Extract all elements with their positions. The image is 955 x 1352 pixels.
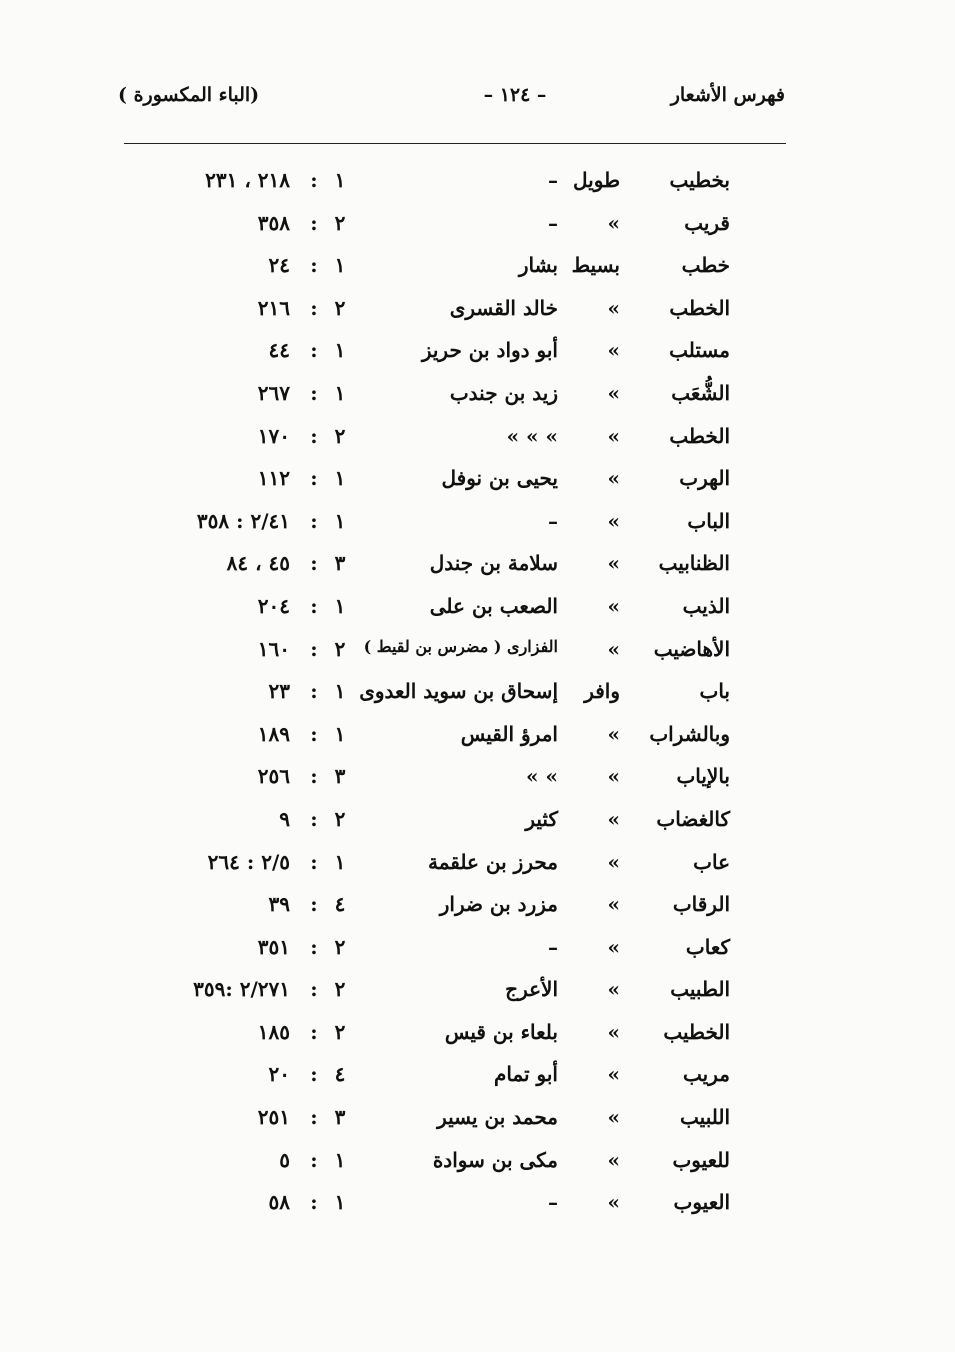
page-references: ٢٥١ (257, 1105, 290, 1130)
index-row (0, 330, 955, 373)
poet-name: يحيى بن نوفل (441, 466, 558, 491)
index-row (0, 203, 955, 246)
volume-number: ٣ (334, 1105, 346, 1130)
page-references: ٩ (279, 806, 290, 831)
index-row (0, 1182, 955, 1225)
page-references: ٢٥٦ (257, 764, 290, 789)
index-row (0, 799, 955, 842)
separator: : (310, 721, 318, 746)
index-row (0, 1140, 955, 1183)
poet-name: سلامة بن جندل (429, 551, 558, 576)
volume-number: ١ (334, 168, 346, 192)
poet-name: محرز بن علقمة (428, 849, 558, 874)
separator: : (310, 466, 318, 491)
index-row (0, 1097, 955, 1140)
volume-number: ٢ (334, 977, 346, 1002)
meter: » (607, 210, 620, 235)
meter: » (607, 1147, 620, 1172)
rhyme-word: الهرب (679, 466, 730, 491)
index-row (0, 373, 955, 416)
separator: : (310, 168, 318, 192)
page-references: ١٨٩ (257, 721, 290, 746)
rhyme-word: للعيوب (672, 1147, 730, 1172)
separator: : (310, 295, 318, 320)
index-row (0, 884, 955, 927)
rhyme-word: كالغضاب (656, 806, 730, 831)
poetry-index-list (0, 160, 955, 1225)
poet-name: أبو دواد بن حريز (421, 338, 558, 363)
rhyme-word: وبالشراب (649, 721, 730, 746)
index-row (0, 458, 955, 501)
rhyme-word: عاب (693, 849, 730, 874)
volume-number: ١ (334, 593, 346, 618)
poet-name: مكى بن سوادة (432, 1147, 558, 1172)
separator: : (310, 1019, 318, 1044)
volume-number: ٢ (334, 806, 346, 831)
poet-name: امرؤ القيس (460, 721, 558, 746)
volume-number: ١ (334, 679, 346, 704)
page-references: ٣٩ (268, 892, 290, 917)
page-references: ٢/٢٧١ :٣٥٩ (193, 977, 290, 1002)
rhyme-word: الرقاب (672, 892, 730, 917)
separator: : (310, 508, 318, 533)
index-row (0, 288, 955, 331)
volume-number: ١ (334, 1147, 346, 1172)
rhyme-word: العيوب (673, 1190, 730, 1215)
meter: » (607, 764, 620, 789)
index-row (0, 927, 955, 970)
separator: : (310, 679, 318, 704)
volume-number: ١ (334, 849, 346, 874)
index-row (0, 160, 955, 203)
index-row (0, 629, 955, 672)
separator: : (310, 806, 318, 831)
page-references: ٢٦٧ (257, 380, 290, 405)
poet-name: – (548, 508, 558, 533)
page-references: ١١٢ (257, 466, 290, 491)
meter: وافر (584, 679, 620, 704)
separator: : (310, 380, 318, 405)
volume-number: ١ (334, 721, 346, 746)
poet-name: محمد بن يسير (437, 1105, 558, 1130)
volume-number: ٢ (334, 295, 346, 320)
separator: : (310, 849, 318, 874)
rhyme-word: الباب (687, 508, 730, 533)
page-references: ٢٤ (268, 253, 290, 278)
meter: » (607, 423, 620, 448)
separator: : (310, 892, 318, 917)
index-row (0, 416, 955, 459)
meter: » (607, 849, 620, 874)
index-row (0, 586, 955, 629)
rhyme-word: الخطب (669, 295, 730, 320)
volume-number: ١ (334, 338, 346, 363)
poet-name: الصعب بن على (429, 593, 558, 618)
poet-name: – (548, 168, 558, 192)
page-references: ٤٥ ، ٨٤ (226, 551, 290, 576)
page-references: ٢١٨ ، ٢٣١ (205, 168, 290, 192)
index-row (0, 245, 955, 288)
rhyme-word: الطبيب (670, 977, 730, 1002)
poet-name: بشار (518, 253, 558, 278)
meter: » (607, 892, 620, 917)
poet-name: أبو تمام (493, 1062, 558, 1087)
page-references: ٥٨ (268, 1190, 290, 1215)
meter: بسيط (571, 253, 620, 278)
page-references: ٢٣ (268, 679, 290, 704)
page-references: ١٦٠ (257, 636, 290, 661)
index-row (0, 842, 955, 885)
page-references: ٢٠ (268, 1062, 290, 1087)
meter: » (607, 721, 620, 746)
meter: » (607, 977, 620, 1002)
volume-number: ٢ (334, 934, 346, 959)
poet-name: خالد القسرى (449, 295, 558, 320)
rhyme-word: مستلب (669, 338, 730, 363)
separator: : (310, 1105, 318, 1130)
separator: : (310, 934, 318, 959)
rhyme-word: الشُّعَب (671, 380, 730, 405)
separator: : (310, 253, 318, 278)
page-references: ٢١٦ (257, 295, 290, 320)
volume-number: ٢ (334, 636, 346, 661)
rhyme-word: قريب (684, 210, 730, 235)
page-references: ١٨٥ (257, 1019, 290, 1044)
poet-name: » » » (506, 423, 558, 448)
separator: : (310, 1190, 318, 1215)
separator: : (310, 338, 318, 363)
rhyme-word: اللبيب (680, 1105, 730, 1130)
index-row (0, 543, 955, 586)
separator: : (310, 593, 318, 618)
rhyme-word: مريب (683, 1062, 730, 1087)
meter: » (607, 295, 620, 320)
separator: : (310, 977, 318, 1002)
rhyme-word: بالإياب (676, 764, 730, 789)
header-rule (124, 143, 786, 144)
rhyme-word: باب (699, 679, 730, 704)
poet-name: الفزارى ( مضرس بن لقيط ) (363, 636, 558, 656)
separator: : (310, 636, 318, 661)
index-row (0, 501, 955, 544)
volume-number: ٤ (334, 892, 346, 917)
separator: : (310, 1062, 318, 1087)
poet-name: مزرد بن ضرار (439, 892, 558, 917)
running-title: فهرس الأشعار (670, 84, 785, 106)
volume-number: ١ (334, 380, 346, 405)
separator: : (310, 1147, 318, 1172)
poet-name: الأعرج (505, 977, 558, 1002)
meter: » (607, 1062, 620, 1087)
page-number: – ١٢٤ – (483, 84, 547, 106)
meter: » (607, 1105, 620, 1130)
page-references: ٥ (279, 1147, 290, 1172)
meter: » (607, 338, 620, 363)
index-row (0, 714, 955, 757)
page-references: ١٧٠ (257, 423, 290, 448)
poet-name: بلعاء بن قيس (444, 1019, 558, 1044)
rhyme-word: الخطيب (663, 1019, 730, 1044)
volume-number: ١ (334, 1190, 346, 1215)
volume-number: ٢ (334, 1019, 346, 1044)
page-references: ٣٥١ (257, 934, 290, 959)
poet-name: – (548, 1190, 558, 1215)
poet-name: إسحاق بن سويد العدوى (359, 679, 558, 704)
volume-number: ٣ (334, 551, 346, 576)
meter: طويل (573, 168, 620, 192)
volume-number: ١ (334, 466, 346, 491)
rhyme-word: خطب (681, 253, 730, 278)
meter: » (607, 806, 620, 831)
section-title: (الباء المكسورة ) (118, 84, 260, 106)
index-row (0, 969, 955, 1012)
rhyme-word: الذيب (682, 593, 730, 618)
index-row (0, 1012, 955, 1055)
separator: : (310, 551, 318, 576)
page-references: ٤٤ (268, 338, 290, 363)
meter: » (607, 1190, 620, 1215)
page-references: ٢٠٤ (257, 593, 290, 618)
index-row (0, 1054, 955, 1097)
rhyme-word: الخطب (669, 423, 730, 448)
separator: : (310, 210, 318, 235)
volume-number: ٤ (334, 1062, 346, 1087)
volume-number: ١ (334, 253, 346, 278)
poet-name: – (548, 210, 558, 235)
meter: » (607, 934, 620, 959)
poet-name: » » (526, 764, 558, 789)
index-row (0, 671, 955, 714)
rhyme-word: كعاب (685, 934, 730, 959)
meter: » (607, 1019, 620, 1044)
meter: » (607, 508, 620, 533)
meter: » (607, 380, 620, 405)
rhyme-word: الأهاضيب (653, 636, 730, 661)
volume-number: ٢ (334, 423, 346, 448)
meter: » (607, 636, 620, 661)
meter: » (607, 466, 620, 491)
poet-name: كثير (525, 806, 558, 831)
meter: » (607, 551, 620, 576)
rhyme-word: بخطيب (669, 168, 730, 192)
index-row (0, 756, 955, 799)
page-references: ٢/٥ : ٢٦٤ (207, 849, 290, 874)
rhyme-word: الظنابيب (658, 551, 730, 576)
separator: : (310, 764, 318, 789)
page-references: ٣٥٨ (257, 210, 290, 235)
poet-name: زيد بن جندب (449, 380, 558, 405)
volume-number: ٢ (334, 210, 346, 235)
page-references: ٢/٤١ : ٣٥٨ (196, 508, 290, 533)
volume-number: ١ (334, 508, 346, 533)
poet-name: – (548, 934, 558, 959)
separator: : (310, 423, 318, 448)
volume-number: ٣ (334, 764, 346, 789)
meter: » (607, 593, 620, 618)
